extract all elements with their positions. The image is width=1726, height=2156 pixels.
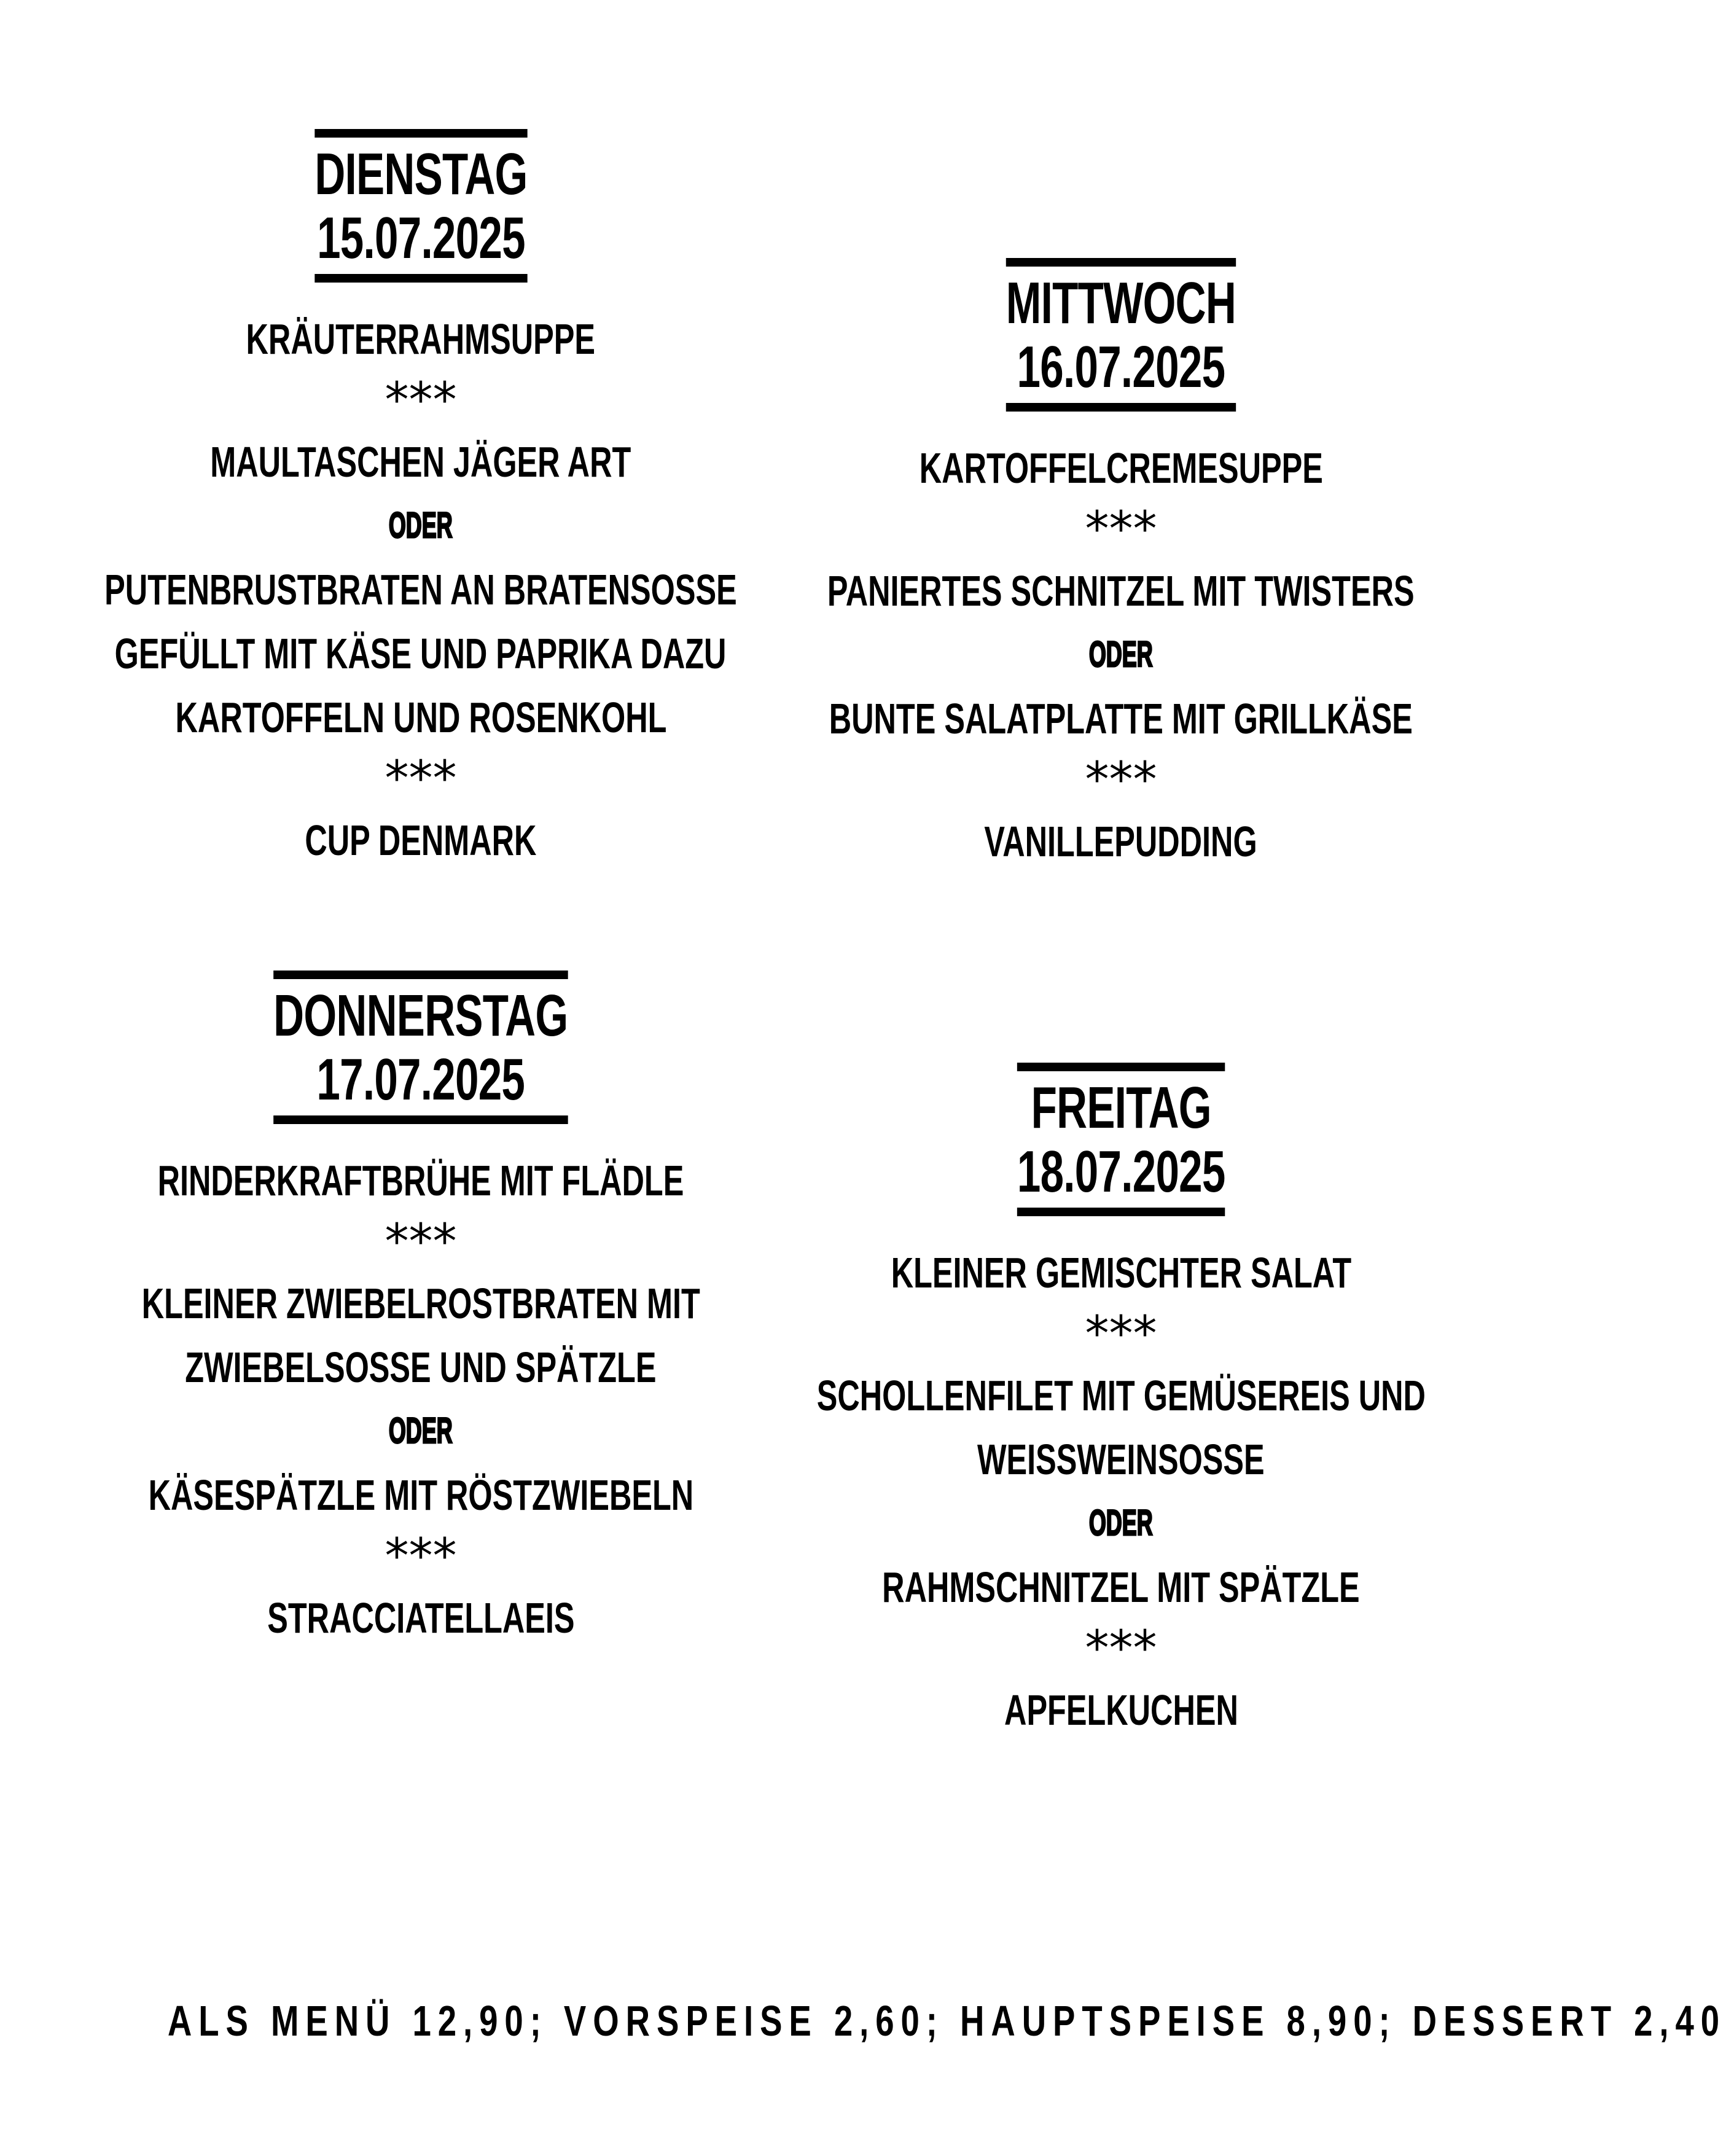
or-label: ODER [1089,1503,1153,1543]
menu-item: GEFÜLLT MIT KÄSE UND PAPRIKA DAZU [115,630,727,678]
day-name: MITTWOCH [1006,270,1236,336]
menu-item: SCHOLLENFILET MIT GEMÜSEREIS UND [816,1372,1426,1420]
separator: *** [1085,1306,1157,1362]
day-name: DIENSTAG [314,141,528,207]
menu-item: RAHMSCHNITZEL MIT SPÄTZLE [882,1563,1360,1611]
menu-item: STRACCIATELLAEIS [267,1594,575,1642]
or-label: ODER [389,506,453,545]
separator: *** [385,1529,457,1584]
menu-item: PANIERTES SCHNITZEL MIT TWISTERS [827,567,1415,615]
day-date: 17.07.2025 [316,1047,525,1112]
day-header [1017,1063,1225,1216]
menu-item: KLEINER GEMISCHTER SALAT [891,1249,1351,1297]
menu-item: VANILLEPUDDING [984,818,1258,865]
menu-item: CUP DENMARK [305,816,537,864]
menu-item: KLEINER ZWIEBELROSTBRATEN MIT [141,1279,700,1327]
day-menu-dienstag [98,129,743,872]
day-date: 16.07.2025 [1017,334,1225,400]
or-label: ODER [389,1411,453,1451]
separator: *** [385,751,457,807]
day-name: DONNERSTAG [273,983,568,1049]
menu-item: MAULTASCHEN JÄGER ART [210,438,631,486]
menu-items [698,1241,1544,1742]
day-date: 15.07.2025 [316,205,525,271]
day-header [1006,258,1236,412]
menu-item: ZWIEBELSOSSE UND SPÄTZLE [185,1343,657,1391]
menu-item: KÄSESPÄTZLE MIT RÖSTZWIEBELN [148,1471,693,1519]
separator: *** [1085,1621,1157,1676]
day-menu-mittwoch [799,258,1443,873]
menu-item: BUNTE SALATPLATTE MIT GRILLKÄSE [829,695,1413,743]
menu-items [33,1149,809,1650]
price-footer: ALS MENÜ 12,90; VORSPEISE 2,60; HAUPTSPEISE 8,90; DESSERT 2,40 [167,1997,1726,2045]
day-menu-donnerstag [98,971,743,1650]
day-menu-freitag [799,1063,1443,1742]
day-name: FREITAG [1031,1075,1211,1141]
separator: *** [1085,752,1157,808]
day-header [273,971,568,1124]
menu-item: KRÄUTERRAHMSUPPE [246,315,596,363]
menu-items [713,436,1528,873]
menu-item: PUTENBRUSTBRATEN AN BRATENSOSSE [104,566,737,614]
day-date: 18.07.2025 [1017,1139,1225,1205]
menu-item: WEISSWEINSOSSE [977,1435,1265,1483]
menu-item: RINDERKRAFTBRÜHE MIT FLÄDLE [157,1157,684,1205]
separator: *** [1085,502,1157,557]
or-label: ODER [1089,635,1153,674]
separator: *** [385,373,457,428]
menu-item: KARTOFFELCREMESUPPE [919,444,1323,492]
menu-item: APFELKUCHEN [1004,1686,1238,1734]
menu-item: KARTOFFELN UND ROSENKOHL [175,693,666,741]
separator: *** [385,1214,457,1270]
day-header [314,129,527,283]
